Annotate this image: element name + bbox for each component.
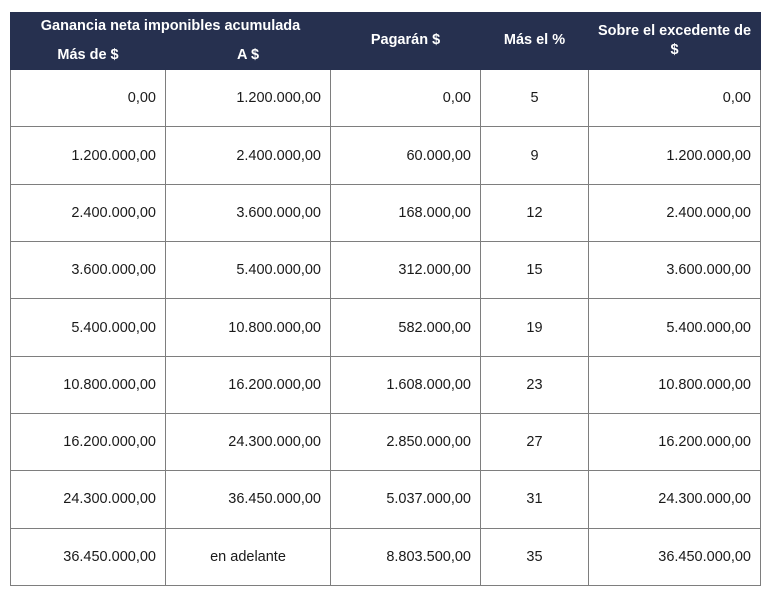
cell-sobre-excedente: 1.200.000,00 [589,127,761,184]
cell-sobre-excedente: 2.400.000,00 [589,184,761,241]
cell-mas-el-pct: 19 [481,299,589,356]
cell-mas-el-pct: 5 [481,70,589,127]
cell-mas-de: 0,00 [11,70,166,127]
cell-mas-de: 3.600.000,00 [11,242,166,299]
header-row-groups [11,13,761,42]
cell-pagaran: 0,00 [331,70,481,127]
cell-mas-el-pct: 31 [481,471,589,528]
table-body [11,70,761,586]
cell-sobre-excedente: 36.450.000,00 [589,528,761,585]
cell-sobre-excedente: 0,00 [589,70,761,127]
cell-mas-el-pct: 35 [481,528,589,585]
table-row [11,70,761,127]
table-row [11,242,761,299]
header-col-pagaran: Pagarán $ [331,13,481,70]
header-group-ganancia-neta: Ganancia neta imponibles acumulada [11,13,331,42]
cell-a: 5.400.000,00 [166,242,331,299]
cell-mas-el-pct: 15 [481,242,589,299]
table-row [11,414,761,471]
cell-sobre-excedente: 24.300.000,00 [589,471,761,528]
cell-mas-de: 1.200.000,00 [11,127,166,184]
tax-bracket-table-container [10,12,760,586]
cell-mas-de: 24.300.000,00 [11,471,166,528]
cell-a: 2.400.000,00 [166,127,331,184]
cell-sobre-excedente: 3.600.000,00 [589,242,761,299]
cell-sobre-excedente: 5.400.000,00 [589,299,761,356]
table-row [11,127,761,184]
cell-mas-de: 2.400.000,00 [11,184,166,241]
cell-pagaran: 2.850.000,00 [331,414,481,471]
cell-mas-de: 36.450.000,00 [11,528,166,585]
table-row [11,184,761,241]
cell-mas-el-pct: 9 [481,127,589,184]
cell-mas-de: 5.400.000,00 [11,299,166,356]
tax-bracket-table [10,12,761,586]
cell-mas-de: 10.800.000,00 [11,356,166,413]
table-row [11,471,761,528]
cell-pagaran: 1.608.000,00 [331,356,481,413]
cell-mas-el-pct: 27 [481,414,589,471]
table-header [11,13,761,70]
cell-sobre-excedente: 16.200.000,00 [589,414,761,471]
cell-pagaran: 582.000,00 [331,299,481,356]
cell-sobre-excedente: 10.800.000,00 [589,356,761,413]
cell-a: 36.450.000,00 [166,471,331,528]
cell-pagaran: 5.037.000,00 [331,471,481,528]
cell-mas-de: 16.200.000,00 [11,414,166,471]
header-subcol-mas-de: Más de $ [11,41,166,70]
cell-a: 3.600.000,00 [166,184,331,241]
header-col-mas-el-porcentaje: Más el % [481,13,589,70]
table-row [11,299,761,356]
cell-pagaran: 168.000,00 [331,184,481,241]
header-col-sobre-el-excedente: Sobre el excedente de $ [589,13,761,70]
cell-a: 24.300.000,00 [166,414,331,471]
cell-pagaran: 60.000,00 [331,127,481,184]
table-row [11,528,761,585]
cell-a: 1.200.000,00 [166,70,331,127]
cell-a: en adelante [166,528,331,585]
header-subcol-a: A $ [166,41,331,70]
cell-a: 16.200.000,00 [166,356,331,413]
cell-mas-el-pct: 12 [481,184,589,241]
cell-a: 10.800.000,00 [166,299,331,356]
cell-pagaran: 312.000,00 [331,242,481,299]
cell-pagaran: 8.803.500,00 [331,528,481,585]
table-row [11,356,761,413]
cell-mas-el-pct: 23 [481,356,589,413]
